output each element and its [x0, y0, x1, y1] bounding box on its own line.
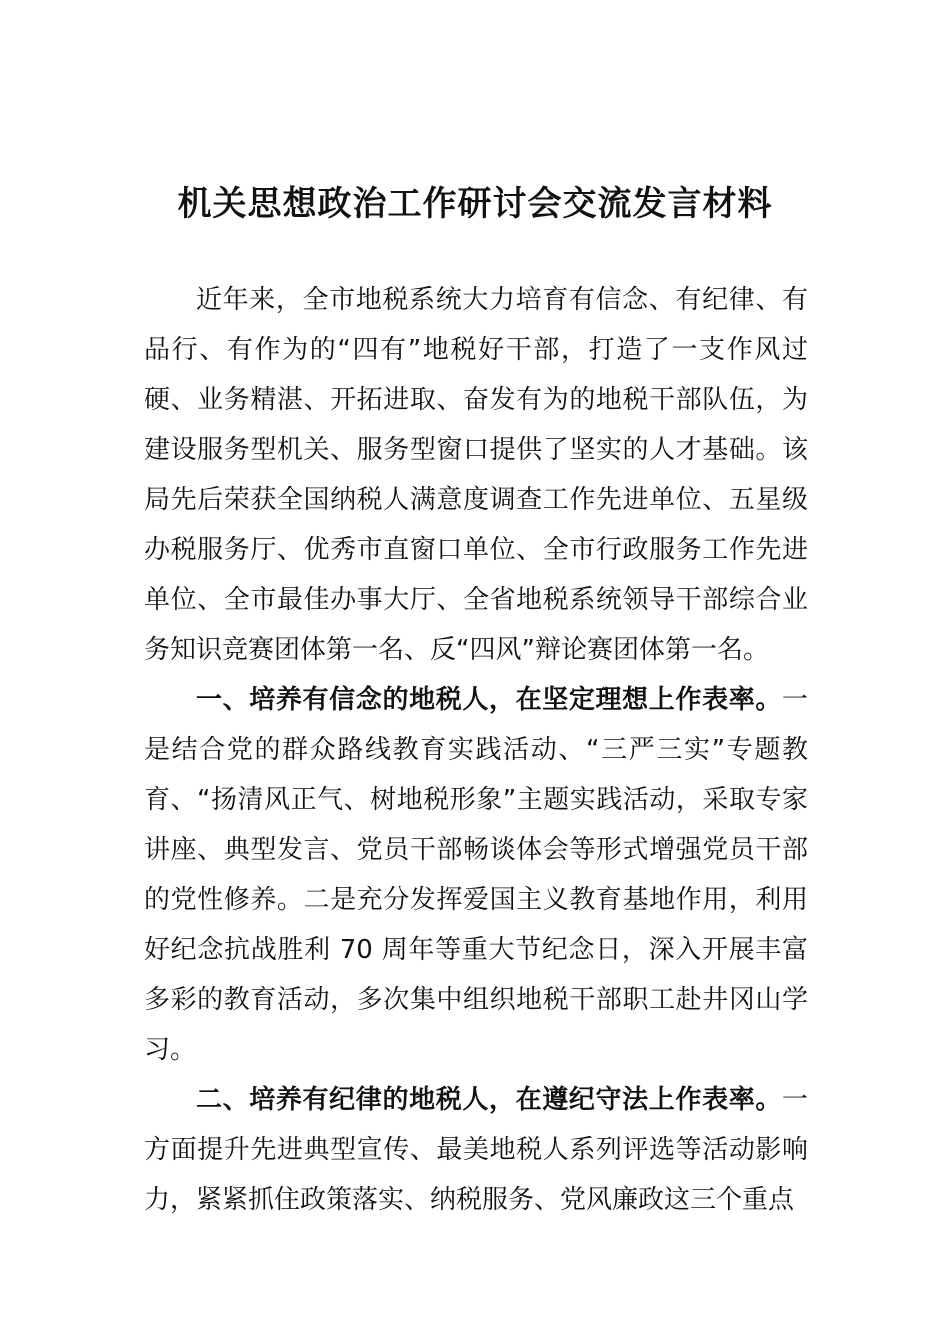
paragraph-text: 一是结合党的群众路线教育实践活动、“三严三实”专题教育、“扬清风正气、树地税形象”主题实践活动，采取专家讲座、典型发言、党员干部畅谈体会等形式增强党员干部的党性修养。二是充分发挥爱国主义教育基地作用，利用好纪念抗战胜利 70 周年等重大节纪念日，深入开展丰富多彩的教育活动，多次集中组织地税干部职工赴井冈山学习。: [144, 685, 808, 1065]
paragraph-intro: [144, 275, 808, 675]
section-heading-one: 一、培养有信念的地税人，在坚定理想上作表率。: [196, 685, 782, 715]
paragraph-section-one: [144, 675, 808, 1075]
page-title: 机关思想政治工作研讨会交流发言材料: [177, 184, 773, 224]
paragraph-text: 一方面提升先进典型宣传、最美地税人系列评选等活动影响力，紧紧抓住政策落实、纳税服务、党风廉政这三个重点: [144, 1085, 808, 1215]
paragraph-text: 近年来，全市地税系统大力培育有信念、有纪律、有品行、有作为的“四有”地税好干部，打造了一支作风过硬、业务精湛、开拓进取、奋发有为的地税干部队伍，为建设服务型机关、服务型窗口提供了坚实的人才基础。该局先后荣获全国纳税人满意度调查工作先进单位、五星级办税服务厅、优秀市直窗口单位、全市行政服务工作先进单位、全市最佳办事大厅、全省地税系统领导干部综合业务知识竞赛团体第一名、反“四风”辩论赛团体第一名。: [144, 285, 808, 665]
section-heading-two: 二、培养有纪律的地税人，在遵纪守法上作表率。: [196, 1085, 782, 1115]
document-body: [144, 275, 808, 1225]
paragraph-section-two: [144, 1075, 808, 1225]
